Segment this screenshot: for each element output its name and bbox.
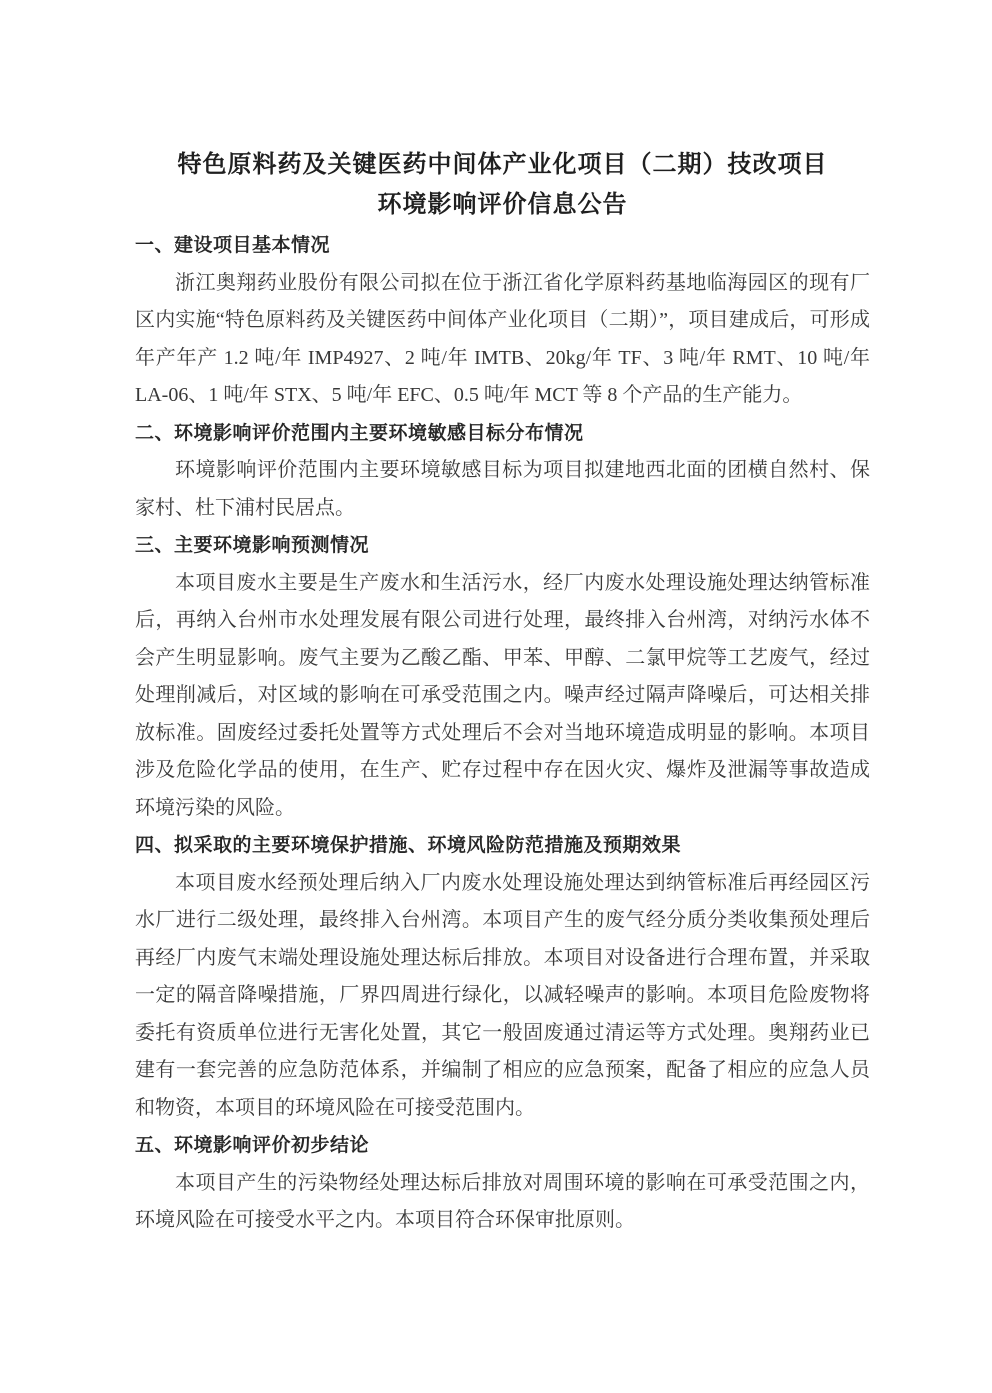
section-2-heading: 二、环境影响评价范围内主要环境敏感目标分布情况 xyxy=(135,422,584,444)
document-title-line2: 环境影响评价信息公告 xyxy=(377,191,628,218)
section-3-paragraph: 本项目废水主要是生产废水和生活污水，经厂内废水处理设施处理达纳管标准后，再纳入台州市水处理发展有限公司进行处理，最终排入台州湾，对纳污水体不会产生明显影响。废气主要为乙酸乙酯、甲苯、甲醇、二氯甲烷等工艺废气，经过处理削减后，对区域的影响在可承受范围之内。噪声经过隔声降噪后，可达相关排放标准。固废经过委托处置等方式处理后不会对当地环境造成明显的影响。本项目涉及危险化学品的使用，在生产、贮存过程中存在因火灾、爆炸及泄漏等事故造成环境污染的风险。 xyxy=(135,571,870,819)
section-5 xyxy=(135,1127,870,1240)
document-content xyxy=(135,145,870,1240)
section-5-heading: 五、环境影响评价初步结论 xyxy=(135,1135,370,1156)
section-5-paragraph: 本项目产生的污染物经处理达标后排放对周围环境的影响在可承受范围之内，环境风险在可接受水平之内。本项目符合环保审批原则。 xyxy=(135,1171,870,1231)
section-2 xyxy=(135,415,870,528)
section-3 xyxy=(135,527,870,827)
section-4-heading: 四、拟采取的主要环境保护措施、环境风险防范措施及预期效果 xyxy=(135,835,682,856)
section-1 xyxy=(135,227,870,415)
section-2-paragraph: 环境影响评价范围内主要环境敏感目标为项目拟建地西北面的团横自然村、保家村、杜下浦村民居点。 xyxy=(135,459,870,519)
section-1-heading: 一、建设项目基本情况 xyxy=(135,235,331,256)
section-4-paragraph: 本项目废水经预处理后纳入厂内废水处理设施处理达到纳管标准后再经园区污水厂进行二级处理，最终排入台州湾。本项目产生的废气经分质分类收集预处理后再经厂内废气末端处理设施处理达标后排放。本项目对设备进行合理布置，并采取一定的隔音降噪措施，厂界四周进行绿化，以减轻噪声的影响。本项目危险废物将委托有资质单位进行无害化处置，其它一般固废通过清运等方式处理。奥翔药业已建有一套完善的应急防范体系，并编制了相应的应急预案，配备了相应的应急人员和物资，本项目的环境风险在可接受范围内。 xyxy=(135,871,870,1119)
section-4 xyxy=(135,827,870,1127)
section-3-heading: 三、主要环境影响预测情况 xyxy=(135,535,370,556)
document-title xyxy=(135,145,870,225)
document-title-line1: 特色原料药及关键医药中间体产业化项目（二期）技改项目 xyxy=(177,151,828,178)
section-1-paragraph: 浙江奥翔药业股份有限公司拟在位于浙江省化学原料药基地临海园区的现有厂区内实施“特色原料药及关键医药中间体产业化项目（二期）”，项目建成后，可形成年产年产 1.2 吨/年 IMP4927、2 吨/年 IMTB、20kg/年 TF、3 吨/年 RMT、10 吨/年 LA-06、1 吨/年 STX、5 吨/年 EFC、0.5 吨/年 MCT 等 8 个产品的生产能力。 xyxy=(135,271,870,406)
